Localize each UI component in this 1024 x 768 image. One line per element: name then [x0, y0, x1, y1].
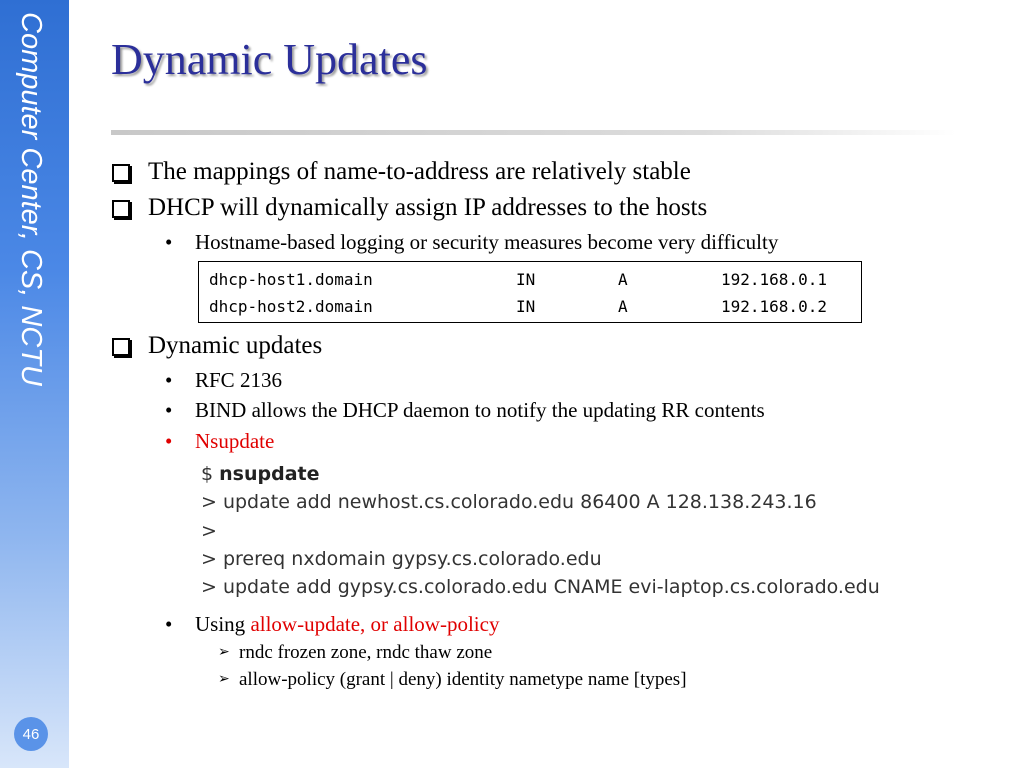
terminal-line: > prereq nxdomain gypsy.cs.colorado.edu	[201, 548, 602, 570]
terminal-line: >	[201, 520, 217, 542]
dot-bullet-icon: •	[165, 368, 173, 392]
sub-bullet-text: BIND allows the DHCP daemon to notify the updating RR contents	[195, 398, 765, 422]
sub-bullet-item	[165, 429, 274, 454]
dot-bullet-icon: •	[165, 612, 173, 636]
arrow-bullet-icon: ➢	[218, 672, 230, 687]
sub-sub-bullet-text: allow-policy (grant | deny) identity nametype name [types]	[239, 669, 687, 690]
sub-bullet-text: Hostname-based logging or security measures become very difficulty	[195, 230, 779, 254]
checkbox-bullet-icon	[112, 200, 130, 218]
bullet-item	[112, 158, 691, 186]
slide-title: Dynamic Updates	[111, 35, 428, 84]
page-number-badge: 46	[14, 717, 48, 751]
sub-bullet-text: Nsupdate	[195, 429, 275, 453]
nsupdate-command: nsupdate	[219, 463, 320, 485]
sub-bullet-text: Using	[195, 612, 251, 636]
arrow-bullet-icon: ➢	[218, 645, 230, 660]
dot-bullet-icon: •	[165, 230, 173, 254]
record-type: A	[618, 270, 628, 289]
zone-records-box	[198, 261, 862, 323]
title-divider	[111, 130, 956, 135]
bullet-text: Dynamic updates	[148, 332, 323, 359]
bullet-item	[112, 332, 322, 360]
bullet-item	[112, 194, 707, 222]
sidebar-label: Computer Center, CS, NCTU	[15, 12, 47, 386]
record-type: A	[618, 297, 628, 316]
bullet-text: DHCP will dynamically assign IP addresses to the hosts	[148, 194, 708, 221]
terminal-line: > update add gypsy.cs.colorado.edu CNAME evi-laptop.cs.colorado.edu	[201, 576, 880, 598]
sub-bullet-item	[165, 398, 765, 423]
sub-sub-bullet-text: rndc frozen zone, rndc thaw zone	[239, 642, 493, 663]
sub-bullet-item	[165, 612, 499, 637]
checkbox-bullet-icon	[112, 164, 130, 182]
dot-bullet-icon: •	[165, 429, 173, 453]
terminal-line: > update add newhost.cs.colorado.edu 86400 A 128.138.243.16	[201, 491, 817, 513]
record-address: 192.168.0.1	[721, 270, 827, 289]
sub-sub-bullet-item	[218, 669, 687, 691]
sidebar	[0, 0, 69, 768]
record-class: IN	[516, 297, 536, 316]
record-name: dhcp-host1.domain	[209, 270, 373, 289]
sub-bullet-text: RFC 2136	[195, 368, 282, 392]
sub-sub-bullet-item	[218, 642, 492, 664]
record-class: IN	[516, 270, 536, 289]
shell-prompt: $	[201, 463, 220, 485]
highlight-text: allow-update, or allow-policy	[250, 612, 500, 636]
checkbox-bullet-icon	[112, 338, 130, 356]
record-name: dhcp-host2.domain	[209, 297, 373, 316]
terminal-line	[201, 463, 320, 485]
bullet-text: The mappings of name-to-address are relatively stable	[148, 158, 691, 185]
dot-bullet-icon: •	[165, 398, 173, 422]
sub-bullet-item	[165, 230, 778, 255]
sub-bullet-item	[165, 368, 282, 393]
record-address: 192.168.0.2	[721, 297, 827, 316]
